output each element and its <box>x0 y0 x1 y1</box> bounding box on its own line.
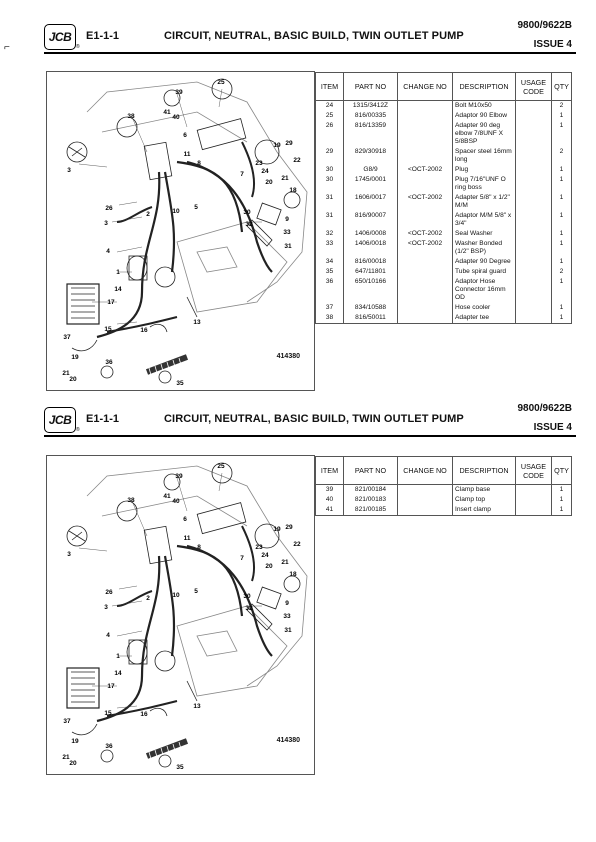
cell-description: Plug 7/16"UNF O ring boss <box>453 175 516 193</box>
svg-text:23: 23 <box>255 544 263 551</box>
cell-description: Adaptor M/M 5/8" x 3/4" <box>453 211 516 229</box>
cell-item: 26 <box>316 121 344 147</box>
page-edge-mark: ⌐ <box>4 42 10 53</box>
cell-description: Tube spiral guard <box>453 267 516 277</box>
cell-description: Seal Washer <box>453 229 516 239</box>
svg-text:6: 6 <box>183 132 187 139</box>
svg-text:5: 5 <box>194 588 198 595</box>
cell-usage-code <box>516 313 552 324</box>
col-header-change-no: CHANGE NO <box>398 457 453 485</box>
svg-text:37: 37 <box>63 718 71 725</box>
cell-description: Hose cooler <box>453 303 516 313</box>
cell-change-no <box>398 267 453 277</box>
table-row <box>316 101 572 112</box>
cell-item: 38 <box>316 313 344 324</box>
svg-text:32: 32 <box>245 221 253 228</box>
svg-text:30: 30 <box>243 593 251 600</box>
cell-part-no: G8/9 <box>344 165 398 175</box>
svg-text:8: 8 <box>197 544 201 551</box>
cell-usage-code <box>516 121 552 147</box>
section-code: E1-1-1 <box>86 30 120 42</box>
svg-text:40: 40 <box>172 114 180 121</box>
cell-usage-code <box>516 165 552 175</box>
cell-qty: 1 <box>552 193 572 211</box>
cell-change-no <box>398 257 453 267</box>
svg-text:40: 40 <box>172 498 180 505</box>
issue-label: ISSUE 4 <box>533 39 572 50</box>
cell-qty: 1 <box>552 303 572 313</box>
svg-text:21: 21 <box>62 370 70 377</box>
cell-item: 39 <box>316 485 344 496</box>
svg-text:1: 1 <box>116 269 120 276</box>
cell-item: 35 <box>316 267 344 277</box>
cell-description: Clamp base <box>453 485 516 496</box>
svg-text:24: 24 <box>261 552 269 559</box>
cell-description: Clamp top <box>453 495 516 505</box>
cell-description: Bolt M10x50 <box>453 101 516 112</box>
cell-qty: 1 <box>552 505 572 516</box>
cell-change-no: <OCT-2002 <box>398 193 453 211</box>
cell-change-no <box>398 111 453 121</box>
cell-change-no: <OCT-2002 <box>398 239 453 257</box>
table-row <box>316 277 572 303</box>
col-header-description: DESCRIPTION <box>453 457 516 485</box>
cell-usage-code <box>516 101 552 112</box>
cell-usage-code <box>516 303 552 313</box>
cell-usage-code <box>516 211 552 229</box>
cell-qty: 1 <box>552 277 572 303</box>
svg-text:14: 14 <box>114 670 122 677</box>
svg-text:4: 4 <box>106 632 110 639</box>
svg-text:20: 20 <box>265 563 273 570</box>
svg-text:2: 2 <box>146 595 150 602</box>
svg-text:38: 38 <box>127 497 135 504</box>
figure-number: 414380 <box>276 353 300 360</box>
svg-text:3: 3 <box>104 604 108 611</box>
page-title: CIRCUIT, NEUTRAL, BASIC BUILD, TWIN OUTLET PUMP <box>164 30 464 42</box>
section-header-1 <box>44 22 576 62</box>
svg-text:19: 19 <box>71 738 79 745</box>
svg-text:11: 11 <box>183 151 191 158</box>
cell-part-no: 816/90007 <box>344 211 398 229</box>
cell-description: Adapter 90 Degree <box>453 257 516 267</box>
cell-description: Adapter 90 deg elbow 7/8UNF X 5/8BSP <box>453 121 516 147</box>
table-row <box>316 267 572 277</box>
svg-text:7: 7 <box>240 171 244 178</box>
svg-text:21: 21 <box>62 754 70 761</box>
registered-mark: ® <box>76 44 80 50</box>
table-row <box>316 485 572 496</box>
cell-item: 37 <box>316 303 344 313</box>
cell-qty: 1 <box>552 165 572 175</box>
svg-text:8: 8 <box>197 160 201 167</box>
cell-change-no: <OCT-2002 <box>398 165 453 175</box>
cell-part-no: 816/00018 <box>344 257 398 267</box>
jcb-logo: JCB <box>44 24 76 50</box>
cell-qty: 1 <box>552 175 572 193</box>
cell-usage-code <box>516 175 552 193</box>
cell-description: Adaptor Hose Connector 16mm OD <box>453 277 516 303</box>
cell-part-no: 647/11801 <box>344 267 398 277</box>
svg-text:31: 31 <box>284 243 292 250</box>
cell-item: 36 <box>316 277 344 303</box>
svg-text:13: 13 <box>193 319 201 326</box>
svg-text:35: 35 <box>176 380 184 387</box>
table-row <box>316 257 572 267</box>
svg-text:23: 23 <box>255 160 263 167</box>
cell-change-no <box>398 175 453 193</box>
svg-text:22: 22 <box>293 157 301 164</box>
svg-text:39: 39 <box>175 473 183 480</box>
cell-item: 41 <box>316 505 344 516</box>
cell-part-no: 834/10588 <box>344 303 398 313</box>
svg-text:20: 20 <box>265 179 273 186</box>
cell-qty: 1 <box>552 485 572 496</box>
page-title: CIRCUIT, NEUTRAL, BASIC BUILD, TWIN OUTLET PUMP <box>164 413 464 425</box>
svg-text:3: 3 <box>104 220 108 227</box>
cell-usage-code <box>516 485 552 496</box>
cell-part-no: 1406/0008 <box>344 229 398 239</box>
cell-description: Washer Bonded (1/2" BSP) <box>453 239 516 257</box>
svg-text:20: 20 <box>69 760 77 767</box>
cell-part-no: 816/00335 <box>344 111 398 121</box>
figure-number: 414380 <box>276 737 300 744</box>
cell-usage-code <box>516 111 552 121</box>
col-header-usage-code: USAGE CODE <box>516 457 552 485</box>
svg-text:33: 33 <box>283 613 291 620</box>
cell-item: 30 <box>316 165 344 175</box>
doc-number: 9800/9622B <box>517 403 572 414</box>
svg-text:25: 25 <box>217 463 225 470</box>
cell-change-no <box>398 485 453 496</box>
svg-text:19: 19 <box>273 526 281 533</box>
cell-item: 33 <box>316 239 344 257</box>
parts-table-2 <box>315 456 572 516</box>
col-header-qty: QTY <box>552 73 572 101</box>
parts-table-1 <box>315 72 572 324</box>
cell-qty: 1 <box>552 229 572 239</box>
cell-part-no: 829/30918 <box>344 147 398 165</box>
svg-text:36: 36 <box>105 743 113 750</box>
cell-change-no <box>398 147 453 165</box>
header-rule <box>44 435 576 437</box>
cell-qty: 1 <box>552 495 572 505</box>
svg-text:3: 3 <box>67 167 71 174</box>
cell-description: Adapter tee <box>453 313 516 324</box>
cell-item: 24 <box>316 101 344 112</box>
cell-change-no <box>398 121 453 147</box>
cell-item: 34 <box>316 257 344 267</box>
registered-mark: ® <box>76 427 80 433</box>
svg-text:15: 15 <box>104 326 112 333</box>
cell-part-no: 650/10166 <box>344 277 398 303</box>
cell-part-no: 821/00183 <box>344 495 398 505</box>
cell-usage-code <box>516 193 552 211</box>
cell-qty: 1 <box>552 211 572 229</box>
svg-text:35: 35 <box>176 764 184 771</box>
table-row <box>316 121 572 147</box>
svg-text:26: 26 <box>105 589 113 596</box>
svg-text:9: 9 <box>285 216 289 223</box>
svg-text:18: 18 <box>289 187 297 194</box>
cell-qty: 1 <box>552 313 572 324</box>
svg-text:39: 39 <box>175 89 183 96</box>
svg-text:33: 33 <box>283 229 291 236</box>
table-header-row <box>316 73 572 101</box>
cell-part-no: 816/50011 <box>344 313 398 324</box>
table-row <box>316 303 572 313</box>
svg-text:41: 41 <box>163 109 171 116</box>
cell-item: 31 <box>316 193 344 211</box>
table-row <box>316 229 572 239</box>
cell-item: 40 <box>316 495 344 505</box>
cell-item: 30 <box>316 175 344 193</box>
svg-text:32: 32 <box>245 605 253 612</box>
cell-item: 31 <box>316 211 344 229</box>
svg-text:41: 41 <box>163 493 171 500</box>
cell-description: Adaptor 90 Elbow <box>453 111 516 121</box>
col-header-item: ITEM <box>316 457 344 485</box>
cell-usage-code <box>516 257 552 267</box>
svg-text:1: 1 <box>116 653 120 660</box>
cell-change-no <box>398 495 453 505</box>
table-row <box>316 313 572 324</box>
svg-text:16: 16 <box>140 327 148 334</box>
svg-text:24: 24 <box>261 168 269 175</box>
table-row <box>316 239 572 257</box>
svg-text:30: 30 <box>243 209 251 216</box>
col-header-change-no: CHANGE NO <box>398 73 453 101</box>
col-header-description: DESCRIPTION <box>453 73 516 101</box>
svg-text:21: 21 <box>281 559 289 566</box>
cell-change-no <box>398 101 453 112</box>
svg-text:7: 7 <box>240 555 244 562</box>
svg-text:17: 17 <box>107 683 115 690</box>
svg-text:6: 6 <box>183 516 187 523</box>
svg-text:38: 38 <box>127 113 135 120</box>
cell-qty: 1 <box>552 239 572 257</box>
cell-part-no: 1745/0001 <box>344 175 398 193</box>
table-row <box>316 495 572 505</box>
doc-number: 9800/9622B <box>517 20 572 31</box>
cell-part-no: 821/00184 <box>344 485 398 496</box>
cell-qty: 2 <box>552 147 572 165</box>
svg-text:17: 17 <box>107 299 115 306</box>
cell-change-no <box>398 303 453 313</box>
svg-text:21: 21 <box>281 175 289 182</box>
svg-text:18: 18 <box>289 571 297 578</box>
jcb-logo: JCB <box>44 407 76 433</box>
col-header-item: ITEM <box>316 73 344 101</box>
cell-qty: 2 <box>552 101 572 112</box>
svg-text:9: 9 <box>285 600 289 607</box>
cell-part-no: 1606/0017 <box>344 193 398 211</box>
cell-description: Adapter 5/8" x 1/2" M/M <box>453 193 516 211</box>
cell-item: 25 <box>316 111 344 121</box>
cell-description: Plug <box>453 165 516 175</box>
svg-text:25: 25 <box>217 79 225 86</box>
exploded-diagram-1 <box>46 71 315 391</box>
cell-usage-code <box>516 239 552 257</box>
exploded-diagram-2 <box>46 455 315 775</box>
parts-rows <box>316 101 572 324</box>
issue-label: ISSUE 4 <box>533 422 572 433</box>
table-header-row <box>316 457 572 485</box>
cell-usage-code <box>516 277 552 303</box>
svg-text:20: 20 <box>69 376 77 383</box>
svg-text:10: 10 <box>172 592 180 599</box>
col-header-qty: QTY <box>552 457 572 485</box>
table-row <box>316 193 572 211</box>
col-header-part-no: PART NO <box>344 457 398 485</box>
svg-text:5: 5 <box>194 204 198 211</box>
svg-text:11: 11 <box>183 535 191 542</box>
svg-text:3: 3 <box>67 551 71 558</box>
cell-change-no <box>398 313 453 324</box>
cell-usage-code <box>516 267 552 277</box>
cell-usage-code <box>516 147 552 165</box>
header-rule <box>44 52 576 54</box>
cell-part-no: 1315/3412Z <box>344 101 398 112</box>
svg-text:19: 19 <box>273 142 281 149</box>
cell-part-no: 816/13359 <box>344 121 398 147</box>
cell-description: Spacer steel 16mm long <box>453 147 516 165</box>
cell-item: 32 <box>316 229 344 239</box>
svg-text:26: 26 <box>105 205 113 212</box>
hydraulic-circuit-diagram <box>47 72 314 390</box>
cell-usage-code <box>516 505 552 516</box>
table-row <box>316 505 572 516</box>
cell-description: Insert clamp <box>453 505 516 516</box>
svg-text:2: 2 <box>146 211 150 218</box>
col-header-usage-code: USAGE CODE <box>516 73 552 101</box>
cell-change-no <box>398 277 453 303</box>
svg-text:29: 29 <box>285 524 293 531</box>
cell-qty: 2 <box>552 267 572 277</box>
cell-qty: 1 <box>552 121 572 147</box>
parts-rows <box>316 485 572 516</box>
svg-text:4: 4 <box>106 248 110 255</box>
table-row <box>316 111 572 121</box>
svg-text:16: 16 <box>140 711 148 718</box>
cell-change-no: <OCT-2002 <box>398 229 453 239</box>
cell-change-no <box>398 505 453 516</box>
section-code: E1-1-1 <box>86 413 120 425</box>
svg-text:22: 22 <box>293 541 301 548</box>
cell-usage-code <box>516 495 552 505</box>
table-row <box>316 147 572 165</box>
svg-text:14: 14 <box>114 286 122 293</box>
svg-text:36: 36 <box>105 359 113 366</box>
svg-text:37: 37 <box>63 334 71 341</box>
table-row <box>316 165 572 175</box>
svg-text:19: 19 <box>71 354 79 361</box>
svg-text:31: 31 <box>284 627 292 634</box>
svg-text:10: 10 <box>172 208 180 215</box>
table-row <box>316 211 572 229</box>
svg-text:15: 15 <box>104 710 112 717</box>
cell-change-no <box>398 211 453 229</box>
cell-qty: 1 <box>552 111 572 121</box>
cell-qty: 1 <box>552 257 572 267</box>
section-header-2 <box>44 405 576 445</box>
col-header-part-no: PART NO <box>344 73 398 101</box>
svg-text:29: 29 <box>285 140 293 147</box>
table-row <box>316 175 572 193</box>
svg-text:13: 13 <box>193 703 201 710</box>
hydraulic-circuit-diagram <box>47 456 314 774</box>
cell-part-no: 1406/0018 <box>344 239 398 257</box>
cell-item: 29 <box>316 147 344 165</box>
cell-usage-code <box>516 229 552 239</box>
cell-part-no: 821/00185 <box>344 505 398 516</box>
